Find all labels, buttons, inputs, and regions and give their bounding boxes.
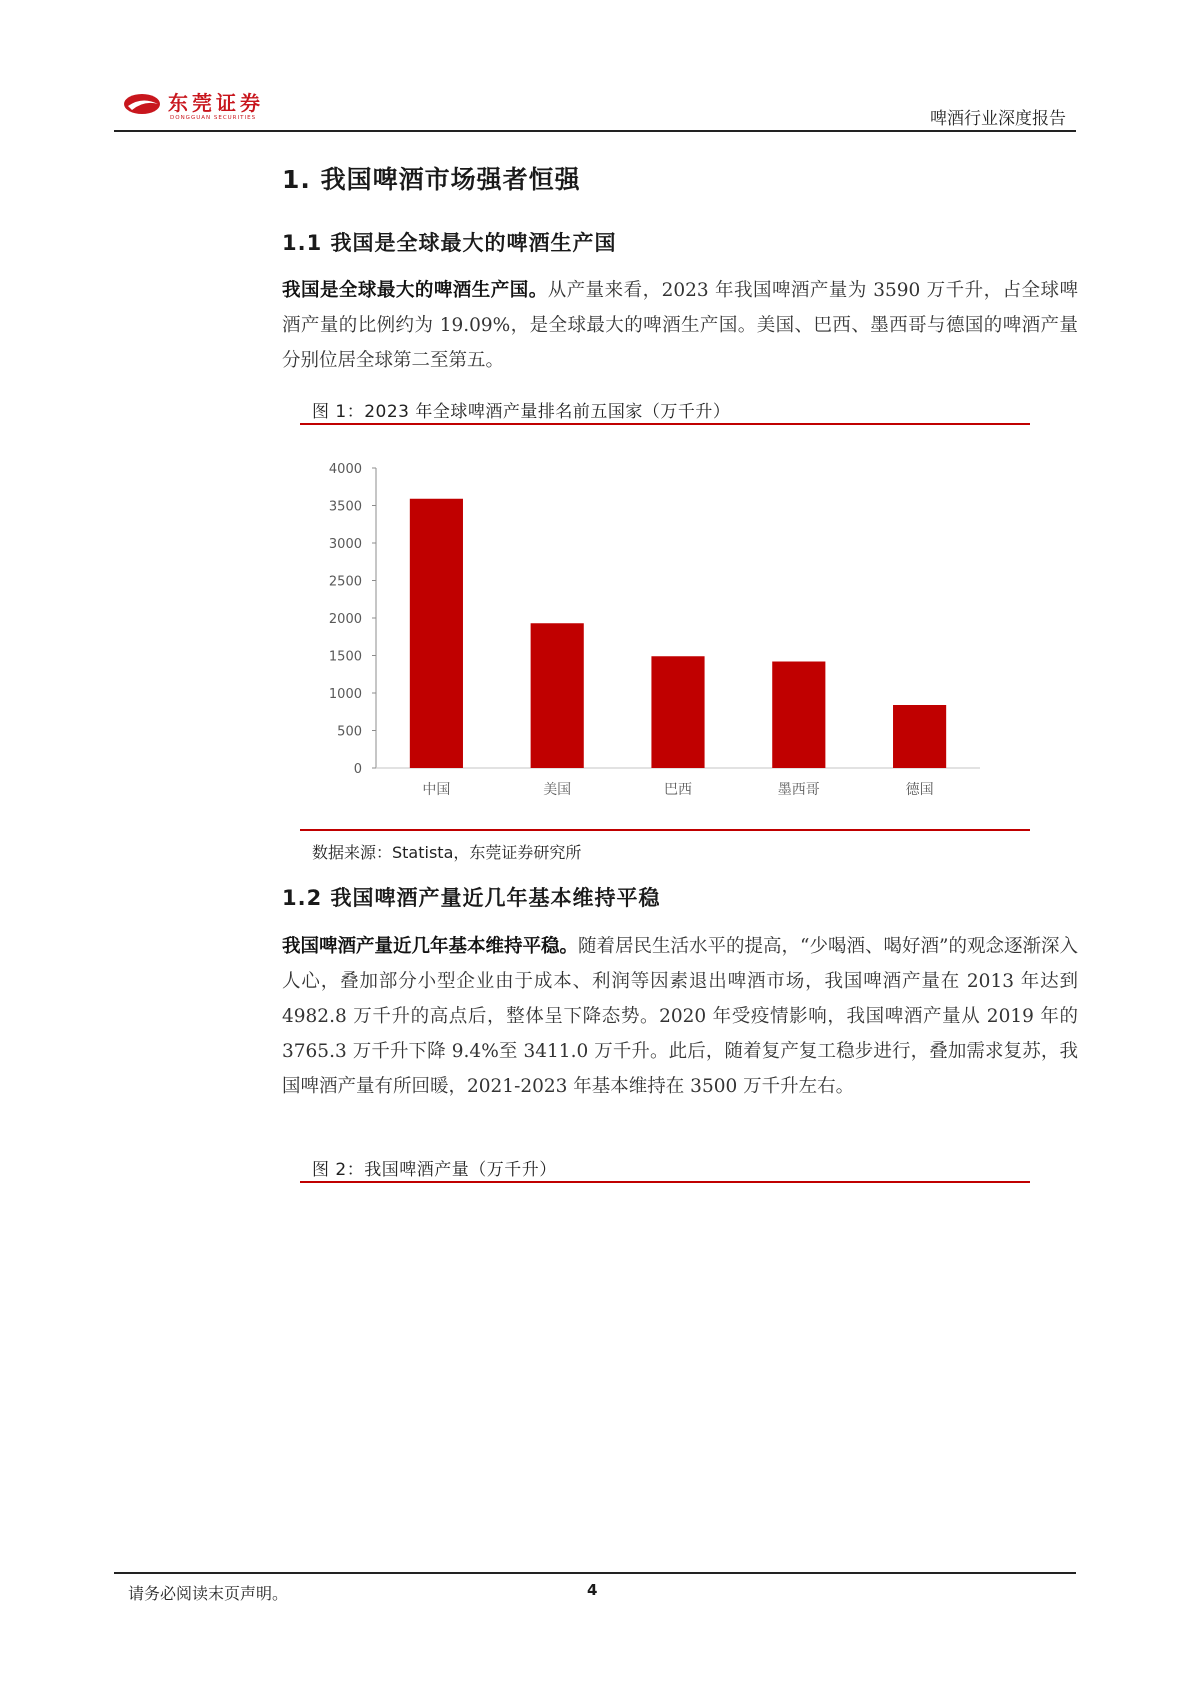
paragraph-1-2 — [282, 929, 1078, 1104]
footer-disclaimer: 请务必阅读末页声明。 — [128, 1584, 289, 1603]
section-heading-1-2: 1.2 我国啤酒产量近几年基本维持平稳 — [282, 886, 661, 910]
header-divider — [114, 130, 1076, 132]
y-tick-label: 500 — [337, 724, 362, 740]
y-tick-label: 3000 — [328, 537, 362, 552]
footer-divider — [114, 1572, 1076, 1574]
paragraph-lead: 我国啤酒产量近几年基本维持平稳。 — [282, 936, 579, 957]
bar-2 — [531, 623, 584, 768]
x-tick-labels — [422, 781, 933, 798]
y-tick-label: 3500 — [328, 499, 362, 515]
figure-2-caption: 图 2：我国啤酒产量（万千升） — [312, 1160, 557, 1180]
y-tick-label: 4000 — [328, 462, 362, 477]
y-tick-label: 2500 — [328, 574, 362, 590]
figure-1-caption: 图 1：2023 年全球啤酒产量排名前五国家（万千升） — [312, 402, 731, 422]
logo-text: 东莞证券 — [168, 91, 264, 115]
x-tick-label: 德国 — [905, 782, 934, 798]
y-tick-label: 2000 — [328, 612, 362, 627]
bar-chart — [300, 450, 1000, 800]
y-tick-label: 1000 — [328, 687, 362, 702]
x-tick-label: 美国 — [543, 782, 572, 798]
bar-3 — [651, 656, 704, 768]
x-tick-label: 中国 — [422, 782, 451, 798]
bar-5 — [893, 705, 946, 768]
paragraph-body: 从产量来看，2023 年我国啤酒产量为 3590 万千升，占全球啤酒产量的比例约为 19.09%，是全球最大的啤酒生产国。美国、巴西、墨西哥与德国的啤酒产量分别位居全球第二至第五。 — [282, 280, 1078, 371]
figure-1-bottom-rule — [300, 829, 1030, 831]
x-tick-label: 巴西 — [664, 782, 692, 798]
logo-subtext: DONGGUAN SECURITIES — [170, 115, 257, 121]
section-heading-1-1: 1.1 我国是全球最大的啤酒生产国 — [282, 231, 617, 255]
section-heading-1: 1. 我国啤酒市场强者恒强 — [282, 165, 581, 194]
page-number: 4 — [587, 1581, 598, 1599]
figure-1-top-rule — [300, 423, 1030, 425]
bars — [410, 499, 946, 768]
logo-mark-icon — [124, 94, 160, 114]
paragraph-lead: 我国是全球最大的啤酒生产国。 — [282, 280, 548, 301]
x-tick-label: 墨西哥 — [777, 782, 820, 798]
company-logo — [122, 88, 302, 122]
y-tick-label: 0 — [353, 762, 362, 777]
report-title: 啤酒行业深度报告 — [930, 109, 1066, 129]
paragraph-1-1 — [282, 273, 1078, 378]
bar-1 — [410, 499, 463, 768]
y-tick-label: 1500 — [328, 649, 362, 665]
figure-1-source: 数据来源：Statista，东莞证券研究所 — [312, 843, 582, 862]
bar-4 — [772, 662, 825, 769]
figure-2-top-rule — [300, 1181, 1030, 1183]
y-ticks — [329, 462, 376, 777]
paragraph-body: 随着居民生活水平的提高，“少喝酒、喝好酒”的观念逐渐深入人心，叠加部分小型企业由于成本、利润等因素退出啤酒市场，我国啤酒产量在 2013 年达到 4982.8 万千升的高点后，整体呈下降态势。2020 年受疫情影响，我国啤酒产量从 2019 年的 3765.3 万千升下降 9.4%至 3411.0 万千升。此后，随着复产复工稳步进行，叠加需求复苏，我国啤酒产量有所回暖，2021-2023 年基本维持在 3500 万千升左右。 — [282, 936, 1078, 1097]
